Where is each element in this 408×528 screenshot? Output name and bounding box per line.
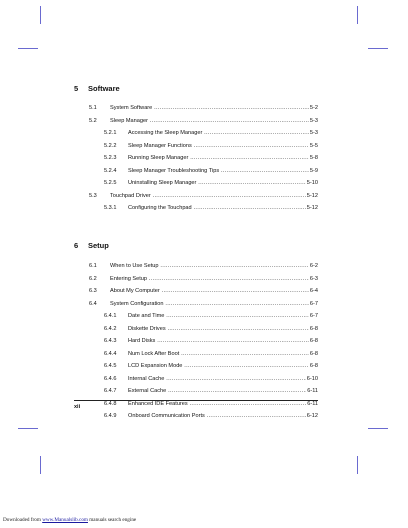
toc-entry-page: 6-11 bbox=[307, 400, 318, 407]
toc-entry-title: Onboard Communication Ports ..... bbox=[128, 412, 318, 420]
crop-mark-bottom-left-h bbox=[18, 428, 38, 429]
toc-entry[interactable] bbox=[89, 287, 318, 295]
toc-entry-title: External Cache ..... bbox=[128, 387, 318, 395]
chapter-title: Setup bbox=[88, 241, 109, 250]
toc-entry-number: 6.4.9 bbox=[104, 413, 117, 419]
toc-entry-number: 5.1 bbox=[89, 105, 97, 111]
toc-entry-title: Enhanced IDE Features ..... bbox=[128, 400, 318, 408]
toc-entry-number: 5.3 bbox=[89, 192, 97, 199]
toc-entry[interactable] bbox=[104, 179, 318, 187]
crop-mark-top-left-h bbox=[18, 48, 38, 49]
toc-entry-title: Configuring the Touchpad ..... bbox=[128, 204, 318, 212]
toc-entry[interactable] bbox=[104, 325, 318, 333]
toc-entry-page: 6-12 bbox=[306, 413, 318, 419]
footer-link[interactable]: www.Manualslib.com bbox=[42, 517, 88, 523]
toc-entry-page: 5-9 bbox=[309, 167, 318, 174]
page-folio: xii bbox=[74, 404, 81, 410]
toc-entry[interactable] bbox=[104, 387, 318, 395]
toc-entry-title: Hard Disks ..... bbox=[128, 337, 318, 345]
toc-entry-title: Uninstalling Sleep Manager ..... bbox=[128, 179, 318, 187]
toc-entry-title: Entering Setup ..... bbox=[110, 275, 318, 283]
toc-entry[interactable] bbox=[89, 192, 318, 200]
toc-entry-number: 5.2.3 bbox=[104, 155, 117, 161]
toc-entry-number: 5.2 bbox=[89, 117, 97, 124]
toc-entry-number: 6.4.7 bbox=[104, 388, 117, 394]
toc-entry-number: 6.1 bbox=[89, 263, 97, 269]
toc-entry-page: 5-12 bbox=[306, 192, 318, 199]
toc-entry-page: 5-5 bbox=[309, 142, 318, 149]
crop-mark-top-right-h bbox=[368, 48, 388, 49]
toc-entry[interactable] bbox=[104, 167, 318, 175]
toc-entry[interactable] bbox=[104, 362, 318, 370]
footer-suffix: manuals search engine bbox=[89, 517, 137, 523]
toc-entry-title: System Configuration ..... bbox=[110, 300, 318, 308]
crop-mark-top-left bbox=[40, 6, 41, 24]
toc-entry[interactable] bbox=[104, 412, 318, 420]
toc-entry-number: 6.4.6 bbox=[104, 375, 117, 382]
toc-entry-number: 5.2.4 bbox=[104, 167, 117, 174]
toc-entry-number: 6.4.1 bbox=[104, 313, 117, 319]
toc-entry-page: 6-4 bbox=[309, 288, 318, 294]
toc-entry-page: 6-7 bbox=[309, 300, 318, 307]
toc-entry-title: When to Use Setup ..... bbox=[110, 262, 318, 270]
toc-entry-page: 6-3 bbox=[309, 275, 318, 282]
toc-entry[interactable] bbox=[104, 204, 318, 212]
toc-entry[interactable] bbox=[104, 375, 318, 383]
toc-entry-page: 6-8 bbox=[309, 338, 318, 344]
toc-entry-number: 6.4.5 bbox=[104, 363, 117, 369]
toc-entry-page: 6-2 bbox=[309, 263, 318, 269]
toc-entry-number: 6.4.2 bbox=[104, 325, 117, 332]
toc-entry-title: Date and Time ..... bbox=[128, 312, 318, 320]
toc-entry-page: 6-11 bbox=[307, 388, 318, 394]
toc-entry-page: 6-8 bbox=[309, 325, 318, 332]
toc-entry-title: Diskette Drives ..... bbox=[128, 325, 318, 333]
toc-entry[interactable] bbox=[104, 337, 318, 345]
toc-entry[interactable] bbox=[89, 262, 318, 270]
toc-entry-number: 6.4.4 bbox=[104, 350, 117, 357]
toc-entry-page: 5-12 bbox=[306, 205, 318, 211]
toc-entry-title: System Software ..... bbox=[110, 104, 318, 112]
toc-entry-number: 6.4 bbox=[89, 300, 97, 307]
toc-entry-number: 5.2.5 bbox=[104, 180, 117, 186]
toc-entry-page: 6-8 bbox=[309, 363, 318, 369]
toc-entry[interactable] bbox=[89, 275, 318, 283]
toc-entry[interactable] bbox=[104, 142, 318, 150]
toc-entry-page: 5-3 bbox=[309, 117, 318, 124]
toc-entry-page: 6-7 bbox=[309, 313, 318, 319]
toc-entry-number: 6.4.8 bbox=[104, 400, 117, 407]
footer-rule bbox=[74, 400, 318, 401]
toc-entry-title: Sleep Manager Functions ..... bbox=[128, 142, 318, 150]
toc-entry-number: 6.2 bbox=[89, 275, 97, 282]
toc-entry-page: 6-10 bbox=[306, 375, 318, 382]
crop-mark-top-right bbox=[357, 6, 358, 24]
crop-mark-bottom-right bbox=[357, 456, 358, 474]
chapter-number: 5 bbox=[74, 84, 79, 93]
toc-entry[interactable] bbox=[89, 300, 318, 308]
footer-prefix: Downloaded from bbox=[3, 517, 41, 523]
toc-entry-title: Sleep Manager ..... bbox=[110, 117, 318, 125]
toc-entry-page: 5-8 bbox=[309, 155, 318, 161]
toc-entry-page: 5-3 bbox=[309, 130, 318, 136]
toc-entry[interactable] bbox=[104, 350, 318, 358]
chapter-title: Software bbox=[88, 84, 120, 93]
toc-entry-number: 6.3 bbox=[89, 288, 97, 294]
toc-entry-title: About My Computer ..... bbox=[110, 287, 318, 295]
toc-entry-title: Sleep Manager Troubleshooting Tips ..... bbox=[128, 167, 318, 175]
toc-entry-page: 6-8 bbox=[309, 350, 318, 357]
download-footer bbox=[3, 517, 136, 523]
toc-entry-title: Internal Cache ..... bbox=[128, 375, 318, 383]
toc-entry-title: LCD Expansion Mode ..... bbox=[128, 362, 318, 370]
toc-entry-number: 5.2.2 bbox=[104, 142, 117, 149]
crop-mark-bottom-left bbox=[40, 456, 41, 474]
toc-entry-number: 5.3.1 bbox=[104, 205, 117, 211]
crop-mark-bottom-right-h bbox=[368, 428, 388, 429]
toc-entry[interactable] bbox=[104, 154, 318, 162]
toc-entry[interactable] bbox=[104, 312, 318, 320]
toc-entry-title: Num Lock After Boot ..... bbox=[128, 350, 318, 358]
chapter-number: 6 bbox=[74, 241, 79, 250]
toc-entry-number: 5.2.1 bbox=[104, 130, 117, 136]
toc-entry-title: Accessing the Sleep Manager ..... bbox=[128, 129, 318, 137]
toc-entry-page: 5-2 bbox=[309, 105, 318, 111]
toc-entry[interactable] bbox=[89, 104, 318, 112]
toc-entry[interactable] bbox=[104, 129, 318, 137]
toc-entry-title: Touchpad Driver ..... bbox=[110, 192, 318, 200]
toc-entry[interactable] bbox=[89, 117, 318, 125]
toc-entry-title: Running Sleep Manager ..... bbox=[128, 154, 318, 162]
toc-entry-page: 5-10 bbox=[306, 180, 318, 186]
toc-entry-number: 6.4.3 bbox=[104, 338, 117, 344]
